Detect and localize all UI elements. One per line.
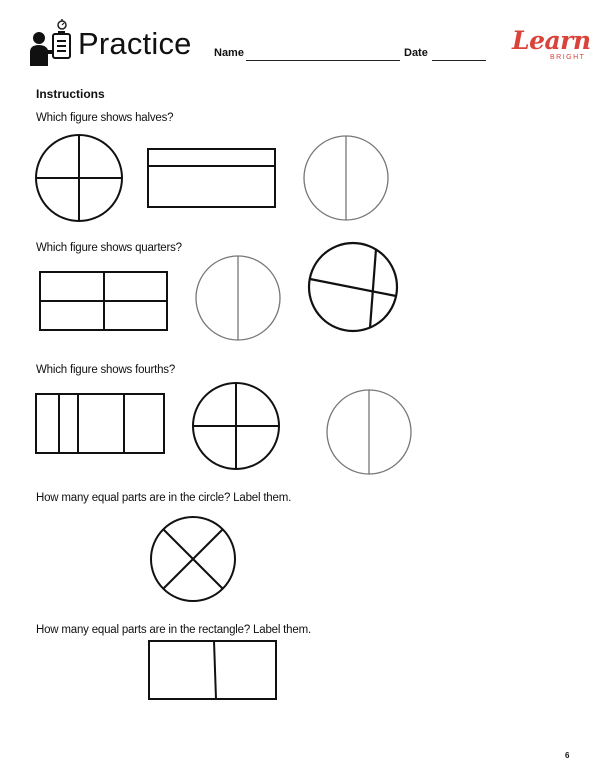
- page-title: Practice: [78, 26, 192, 61]
- q1-rectangle-unequal[interactable]: [148, 149, 275, 207]
- q3-rectangle-unequal[interactable]: [36, 394, 164, 453]
- q4-circle-x-parts[interactable]: [151, 517, 235, 601]
- page-number: 6: [565, 751, 570, 760]
- q2-circle-unequal[interactable]: [309, 243, 397, 331]
- logo-subtitle: BRIGHT: [550, 54, 586, 61]
- instructions-heading: Instructions: [36, 87, 105, 101]
- date-label: Date: [404, 47, 428, 59]
- q5-rectangle-halves[interactable]: [149, 641, 276, 699]
- q3-circle-fourths[interactable]: [193, 383, 279, 469]
- question-2: Which figure shows quarters?: [36, 242, 182, 254]
- question-3: Which figure shows fourths?: [36, 364, 176, 376]
- logo: Learn: [512, 26, 591, 55]
- q3-circle-halves[interactable]: [327, 390, 411, 474]
- q1-circle-halves[interactable]: [304, 136, 388, 220]
- q1-circle-fourths[interactable]: [36, 135, 122, 221]
- q2-circle-halves[interactable]: [196, 256, 280, 340]
- question-1: Which figure shows halves?: [36, 112, 174, 124]
- question-5: How many equal parts are in the rectangle? Label them.: [36, 624, 311, 636]
- name-label: Name: [214, 47, 244, 59]
- question-4: How many equal parts are in the circle? Label them.: [36, 492, 292, 504]
- q2-rectangle-quarters[interactable]: [40, 272, 167, 330]
